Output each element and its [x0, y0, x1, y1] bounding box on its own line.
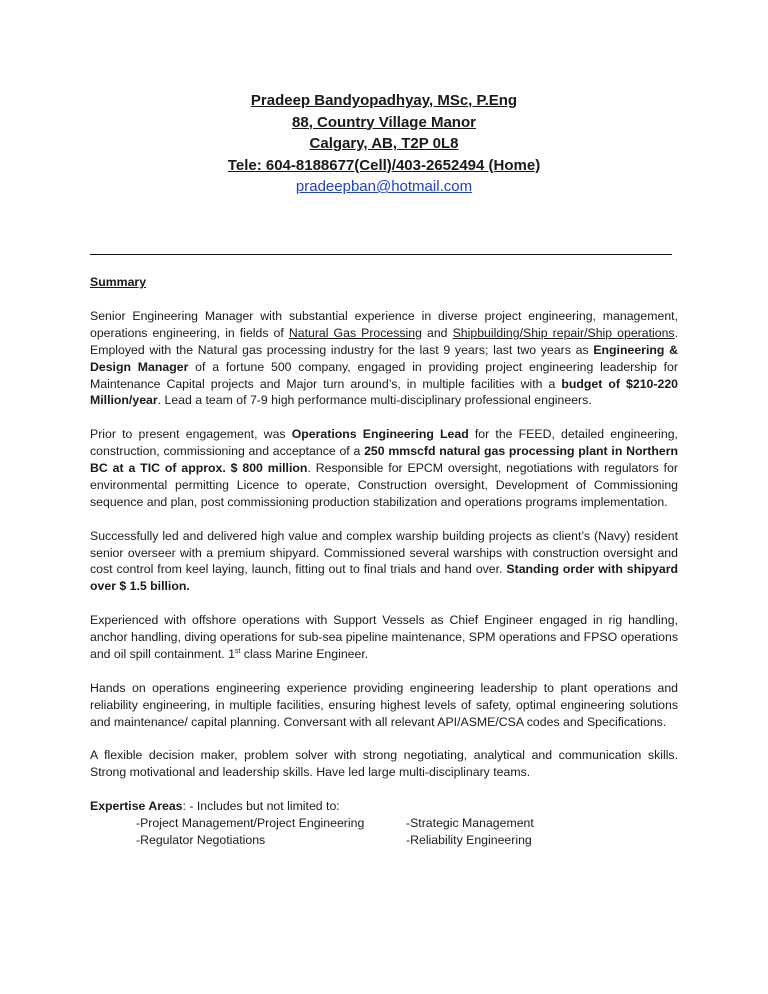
- bold-order: Standing order with shipyard over $ 1.5 billion.: [90, 562, 679, 594]
- summary-paragraph-5: Hands on operations engineering experience providing engineering leadership to plant operations and reliability engineering, in multiple facilities, ensuring highest levels of safety, optimal engineering solutions and maintenance/ capital planning. Conversant with all relevant API/ASME/CSA codes and Specifications.: [90, 680, 678, 729]
- text-run: Prior to present engagement, was: [90, 427, 292, 442]
- summary-paragraph-2: [90, 426, 678, 511]
- text-run: Experienced with offshore operations with Support Vessels as Chief Engineer engaged in rig handling, anchor handling, diving operations for sub-sea pipeline maintenance, SPM operations and FPSO operations and oil spill containment. 1: [90, 613, 678, 661]
- text-run: of a fortune 500 company, engaged in providing project engineering leadership for Maintenance Capital projects and Major turn around’s, in multiple facilities with a: [90, 359, 678, 391]
- list-item: -Reliability Engineering: [406, 832, 532, 847]
- text-run: . Responsible for EPCM oversight, negotiations with regulators for environmental permitting Licence to operate, Construction oversight, Development of Commissioning sequence and plan, post commissioning production stabilization and operations programs implementation.: [90, 461, 678, 509]
- header-divider: [90, 254, 672, 255]
- resume-body: [90, 274, 678, 849]
- list-item: -Regulator Negotiations: [136, 832, 266, 847]
- expertise-heading: [90, 798, 678, 815]
- address-line-2: Calgary, AB, T2P 0L8: [309, 135, 459, 152]
- expertise-list: [90, 815, 678, 849]
- text-run: . Lead a team of 7-9 high performance multi-disciplinary professional engineers.: [157, 393, 592, 408]
- summary-paragraph-1: [90, 308, 678, 409]
- bold-role: Engineering & Design Manager: [90, 342, 678, 374]
- text-run: Senior Engineering Manager with substantial experience in diverse project engineering, management, operations engineering, in fields of: [90, 308, 678, 340]
- resume-header: [0, 90, 768, 198]
- candidate-name: Pradeep Bandyopadhyay, MSc, P.Eng: [250, 92, 518, 109]
- text-run: Successfully led and delivered high value and complex warship building projects as client’s (Navy) resident senior overseer with a premium shipyard. Commissioned several warships with construction oversight and cost control from keel laying, launch, fitting out to final trials and hand over.: [90, 528, 678, 577]
- underlined-field-ship: Shipbuilding/Ship repair/Ship operations: [452, 325, 675, 340]
- expertise-intro: : - Includes but not limited to:: [182, 799, 340, 814]
- summary-paragraph-6: A flexible decision maker, problem solver with strong negotiating, analytical and communication skills. Strong motivational and leadership skills. Have led large multi-disciplinary teams.: [90, 748, 678, 780]
- bold-role: Operations Engineering Lead: [291, 427, 469, 442]
- summary-heading: Summary: [90, 275, 147, 289]
- bold-budget: budget of $210-220 Million/year: [90, 376, 678, 408]
- superscript: st: [234, 647, 241, 655]
- address-line-1: 88, Country Village Manor: [292, 113, 476, 131]
- phone-line: Tele: 604-8188677(Cell)/403-2652494 (Home): [227, 156, 541, 174]
- summary-paragraph-4: [90, 612, 678, 663]
- bold-plant: 250 mmscfd natural gas processing plant in Northern BC at a TIC of approx. $ 800 million: [90, 444, 678, 476]
- email-link[interactable]: pradeepban@hotmail.com: [295, 178, 473, 195]
- list-item: -Project Management/Project Engineering: [136, 816, 365, 830]
- expertise-label: Expertise Areas: [90, 799, 183, 814]
- text-run: class Marine Engineer.: [240, 646, 369, 661]
- underlined-field-gas: Natural Gas Processing: [288, 325, 422, 340]
- list-item: -Strategic Management: [406, 816, 534, 830]
- text-run: . Employed with the Natural gas processing industry for the last 9 years; last two years as: [90, 325, 679, 357]
- summary-paragraph-3: [90, 528, 678, 596]
- text-run: and: [421, 325, 453, 340]
- text-run: for the FEED, detailed engineering, construction, commissioning and acceptance of a: [90, 427, 678, 459]
